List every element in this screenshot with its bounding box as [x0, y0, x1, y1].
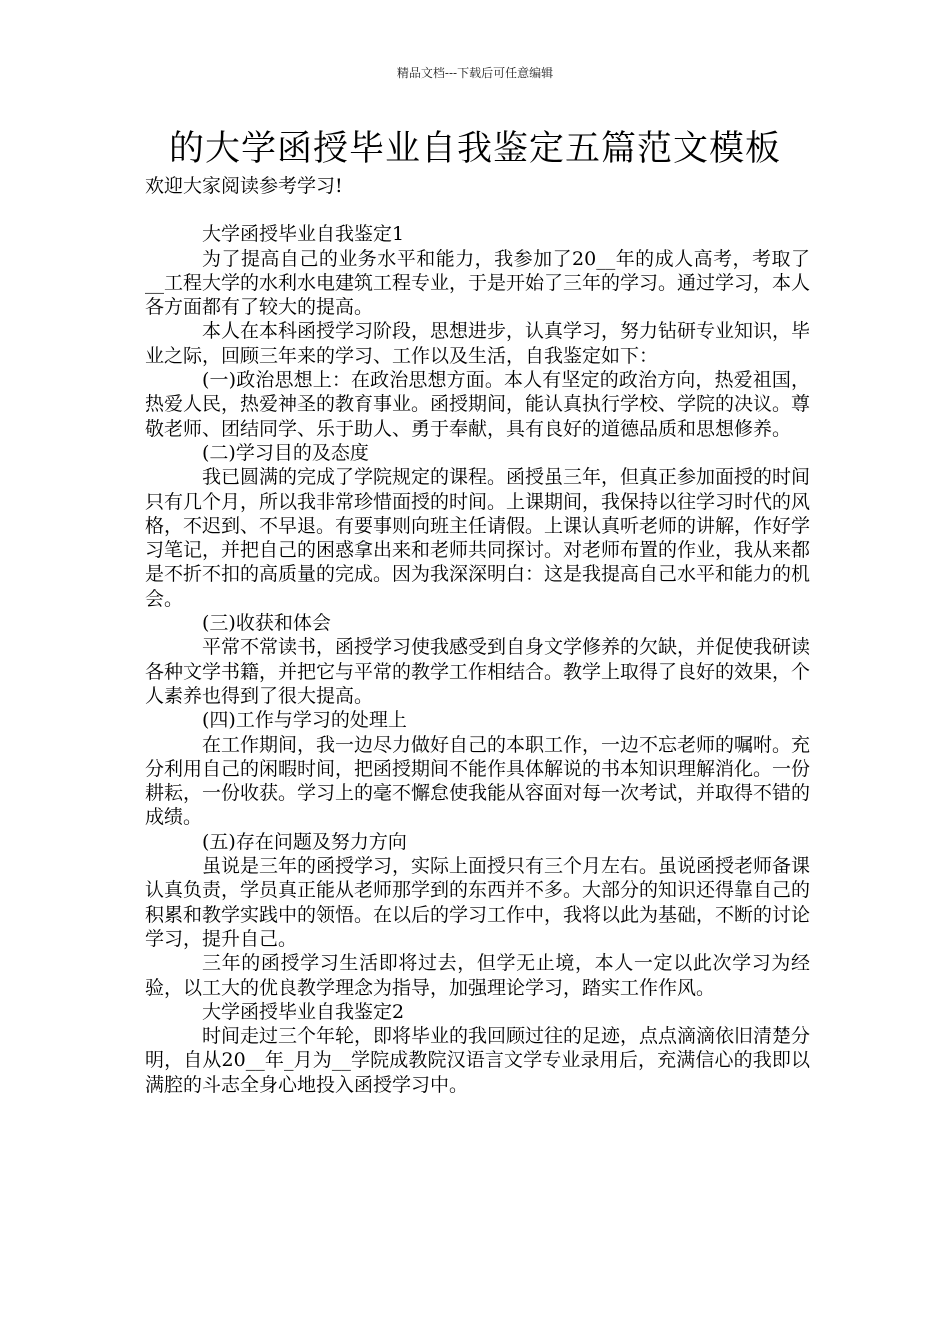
section-heading: 大学函授毕业自我鉴定2	[202, 1000, 405, 1023]
body-paragraph: 平常不常读书，函授学习使我感受到自身文学修养的欠缺，并促使我研读各种文学书籍，并把它与平常的教学工作相结合。教学上取得了良好的效果，个人素养也得到了很大提高。	[145, 636, 811, 707]
section-heading: 大学函授毕业自我鉴定1	[202, 223, 405, 246]
welcome-line: 欢迎大家阅读参考学习!	[145, 175, 343, 197]
section-heading: (三)收获和体会	[202, 612, 331, 635]
body-paragraph: 虽说是三年的函授学习，实际上面授只有三个月左右。虽说函授老师备课认真负责，学员真正能从老师那学到的东西并不多。大部分的知识还得靠自己的积累和教学实践中的领悟。在以后的学习工作中，我将以此为基础，不断的讨论学习，提升自己。	[145, 855, 811, 950]
body-paragraph: 为了提高自己的业务水平和能力，我参加了20__年的成人高考，考取了__工程大学的水利水电建筑工程专业，于是开始了三年的学习。通过学习，本人各方面都有了较大的提高。	[145, 247, 811, 319]
body-paragraph: 我已圆满的完成了学院规定的课程。函授虽三年，但真正参加面授的时间只有几个月，所以我非常珍惜面授的时间。上课期间，我保持以往学习时代的风格，不迟到、不早退。有要事则向班主任请假。上课认真听老师的讲解，作好学习笔记，并把自己的困惑拿出来和老师共同探讨。对老师布置的作业，我从来都是不折不扣的高质量的完成。因为我深深明白：这是我提高自己水平和能力的机会。	[145, 466, 811, 610]
section-heading: (五)存在问题及努力方向	[202, 830, 407, 853]
section-heading: (二)学习目的及态度	[202, 441, 369, 464]
body-paragraph: 三年的函授学习生活即将过去，但学无止境，本人一定以此次学习为经验，以工大的优良教学理念为指导，加强理论学习，踏实工作作风。	[145, 952, 810, 999]
body-paragraph: 在工作期间，我一边尽力做好自己的本职工作，一边不忘老师的嘱咐。充分利用自己的闲暇时间，把函授期间不能作具体解说的书本知识理解消化。一份耕耘，一份收获。学习上的毫不懈怠使我能从容面对每一次考试，并取得不错的成绩。	[145, 733, 811, 829]
body-paragraph: (一)政治思想上：在政治思想方面。本人有坚定的政治方向，热爱祖国，热爱人民，热爱神圣的教育事业。函授期间，能认真执行学校、学院的决议。尊敬老师、团结同学、乐于助人、勇于奉献，具有良好的道德品质和思想修养。	[145, 369, 811, 440]
document-title: 的大学函授毕业自我鉴定五篇范文模板	[168, 129, 781, 169]
body-paragraph: 时间走过三个年轮，即将毕业的我回顾过往的足迹，点点滴滴依旧清楚分明，自从20__年_月为__学院成教院汉语言文学专业录用后，充满信心的我即以满腔的斗志全身心地投入函授学习中。	[145, 1025, 811, 1096]
section-heading: (四)工作与学习的处理上	[202, 709, 407, 732]
body-paragraph: 本人在本科函授学习阶段，思想进步，认真学习，努力钻研专业知识，毕业之际，回顾三年来的学习、工作以及生活，自我鉴定如下：	[145, 320, 811, 367]
document-body	[145, 174, 810, 1097]
header-note: 精品文档---下载后可任意编辑	[396, 66, 554, 80]
